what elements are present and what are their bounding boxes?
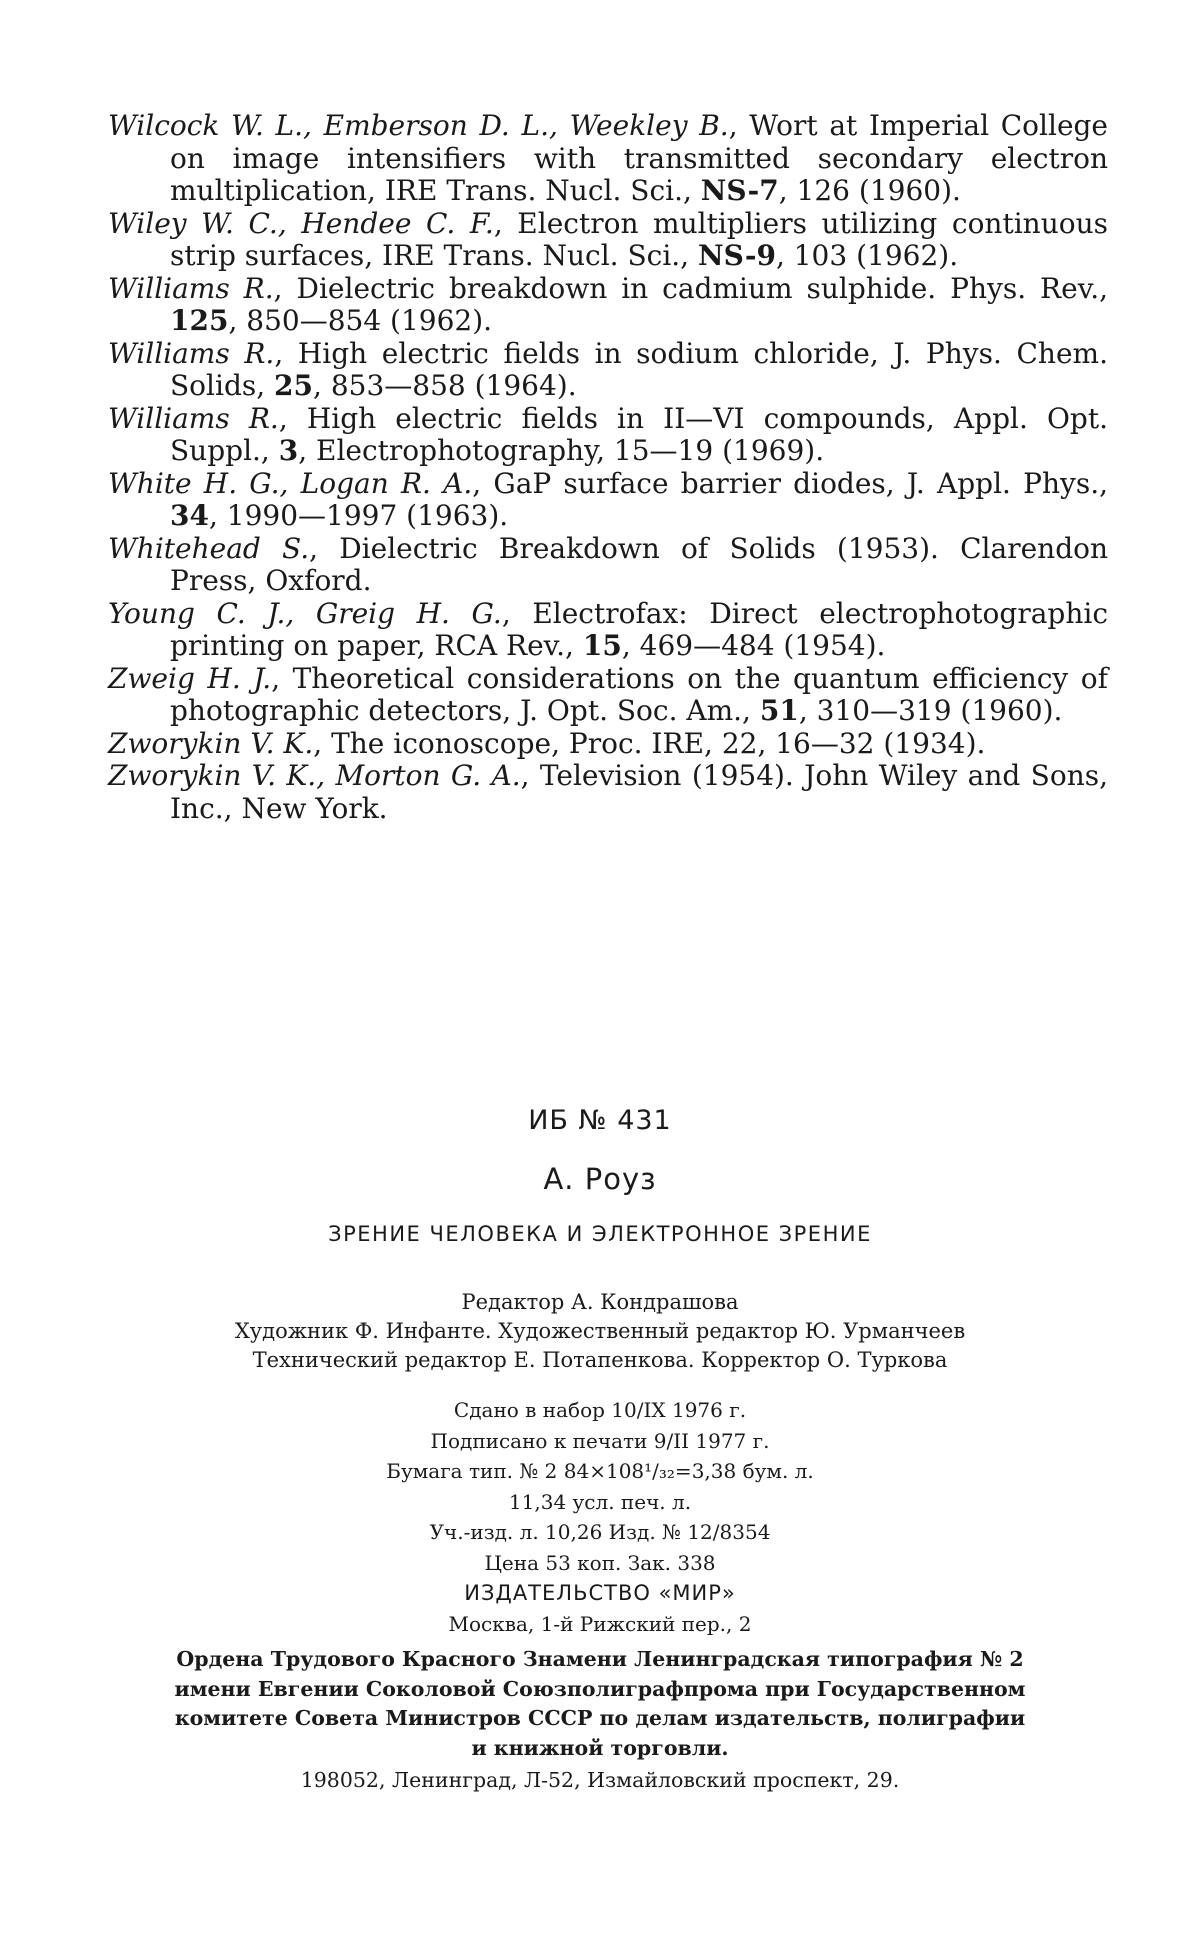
reference-item: Williams R., High electric fields in II—VI compounds, Appl. Opt. Suppl., 3, Electrophotography, 15—19 (1969). — [108, 403, 1108, 468]
printer-line: имени Евгении Соколовой Союзполиграфпрома при Государственном — [120, 1675, 1080, 1705]
reference-item: Whitehead S., Dielectric Breakdown of Solids (1953). Clarendon Press, Oxford. — [108, 533, 1108, 598]
typeset-date: Сдано в набор 10/IX 1976 г. — [120, 1395, 1080, 1426]
printer-line: и книжной торговли. — [120, 1734, 1080, 1764]
publisher-address: Москва, 1-й Рижский пер., 2 — [120, 1609, 1080, 1640]
reference-item: Zworykin V. K., Morton G. A., Television (1954). John Wiley and Sons, Inc., New York. — [108, 760, 1108, 825]
reference-list — [108, 110, 1108, 825]
staff-credits — [120, 1288, 1080, 1375]
printed-sheets: 11,34 усл. печ. л. — [120, 1487, 1080, 1518]
printer-line: комитете Совета Министров СССР по делам издательств, полиграфии — [120, 1704, 1080, 1734]
reference-item: Zweig H. J., Theoretical considerations on the quantum efficiency of photographic detectors, J. Opt. Soc. Am., 51, 310—319 (1960). — [108, 663, 1108, 728]
ib-number: ИБ № 431 — [120, 1105, 1080, 1136]
printer-address: 198052, Ленинград, Л-52, Измайловский проспект, 29. — [120, 1766, 1080, 1796]
reference-item: Wilcock W. L., Emberson D. L., Weekley B., Wort at Imperial College on image intensifiers with transmitted secondary electron multiplication, IRE Trans. Nucl. Sci., NS-7, 126 (1960). — [108, 110, 1108, 208]
printer-info — [120, 1645, 1080, 1796]
publisher-name: ИЗДАТЕЛЬСТВО «МИР» — [120, 1578, 1080, 1609]
paper-format: Бумага тип. № 2 84×108¹/₃₂=3,38 бум. л. — [120, 1456, 1080, 1487]
printer-line: Ордена Трудового Красного Знамени Ленинградская типография № 2 — [120, 1645, 1080, 1675]
publishing-sheets: Уч.-изд. л. 10,26 Изд. № 12/8354 — [120, 1517, 1080, 1548]
reference-item: Williams R., Dielectric breakdown in cadmium sulphide. Phys. Rev., 125, 850—854 (1962). — [108, 273, 1108, 338]
reference-item: Zworykin V. K., The iconoscope, Proc. IRE, 22, 16—32 (1934). — [108, 728, 1108, 761]
reference-item: Wiley W. C., Hendee C. F., Electron multipliers utilizing continuous strip surfaces, IRE Trans. Nucl. Sci., NS-9, 103 (1962). — [108, 208, 1108, 273]
artists-line: Художник Ф. Инфанте. Художественный редактор Ю. Урманчеев — [120, 1317, 1080, 1346]
reference-item: White H. G., Logan R. A., GaP surface barrier diodes, J. Appl. Phys., 34, 1990—1997 (1963). — [108, 468, 1108, 533]
book-title: ЗРЕНИЕ ЧЕЛОВЕКА И ЭЛЕКТРОННОЕ ЗРЕНИЕ — [120, 1222, 1080, 1246]
tech-editor-line: Технический редактор Е. Потапенкова. Корректор О. Туркова — [120, 1346, 1080, 1375]
document-page — [0, 0, 1200, 1933]
book-author: А. Роуз — [120, 1162, 1080, 1196]
colophon — [120, 1105, 1080, 1796]
reference-item: Williams R., High electric fields in sodium chloride, J. Phys. Chem. Solids, 25, 853—858 (1964). — [108, 338, 1108, 403]
print-details — [120, 1395, 1080, 1639]
signed-date: Подписано к печати 9/II 1977 г. — [120, 1426, 1080, 1457]
editor-line: Редактор А. Кондрашова — [120, 1288, 1080, 1317]
reference-item: Young C. J., Greig H. G., Electrofax: Direct electrophotographic printing on paper, RCA Rev., 15, 469—484 (1954). — [108, 598, 1108, 663]
price-line: Цена 53 коп. Зак. 338 — [120, 1548, 1080, 1579]
